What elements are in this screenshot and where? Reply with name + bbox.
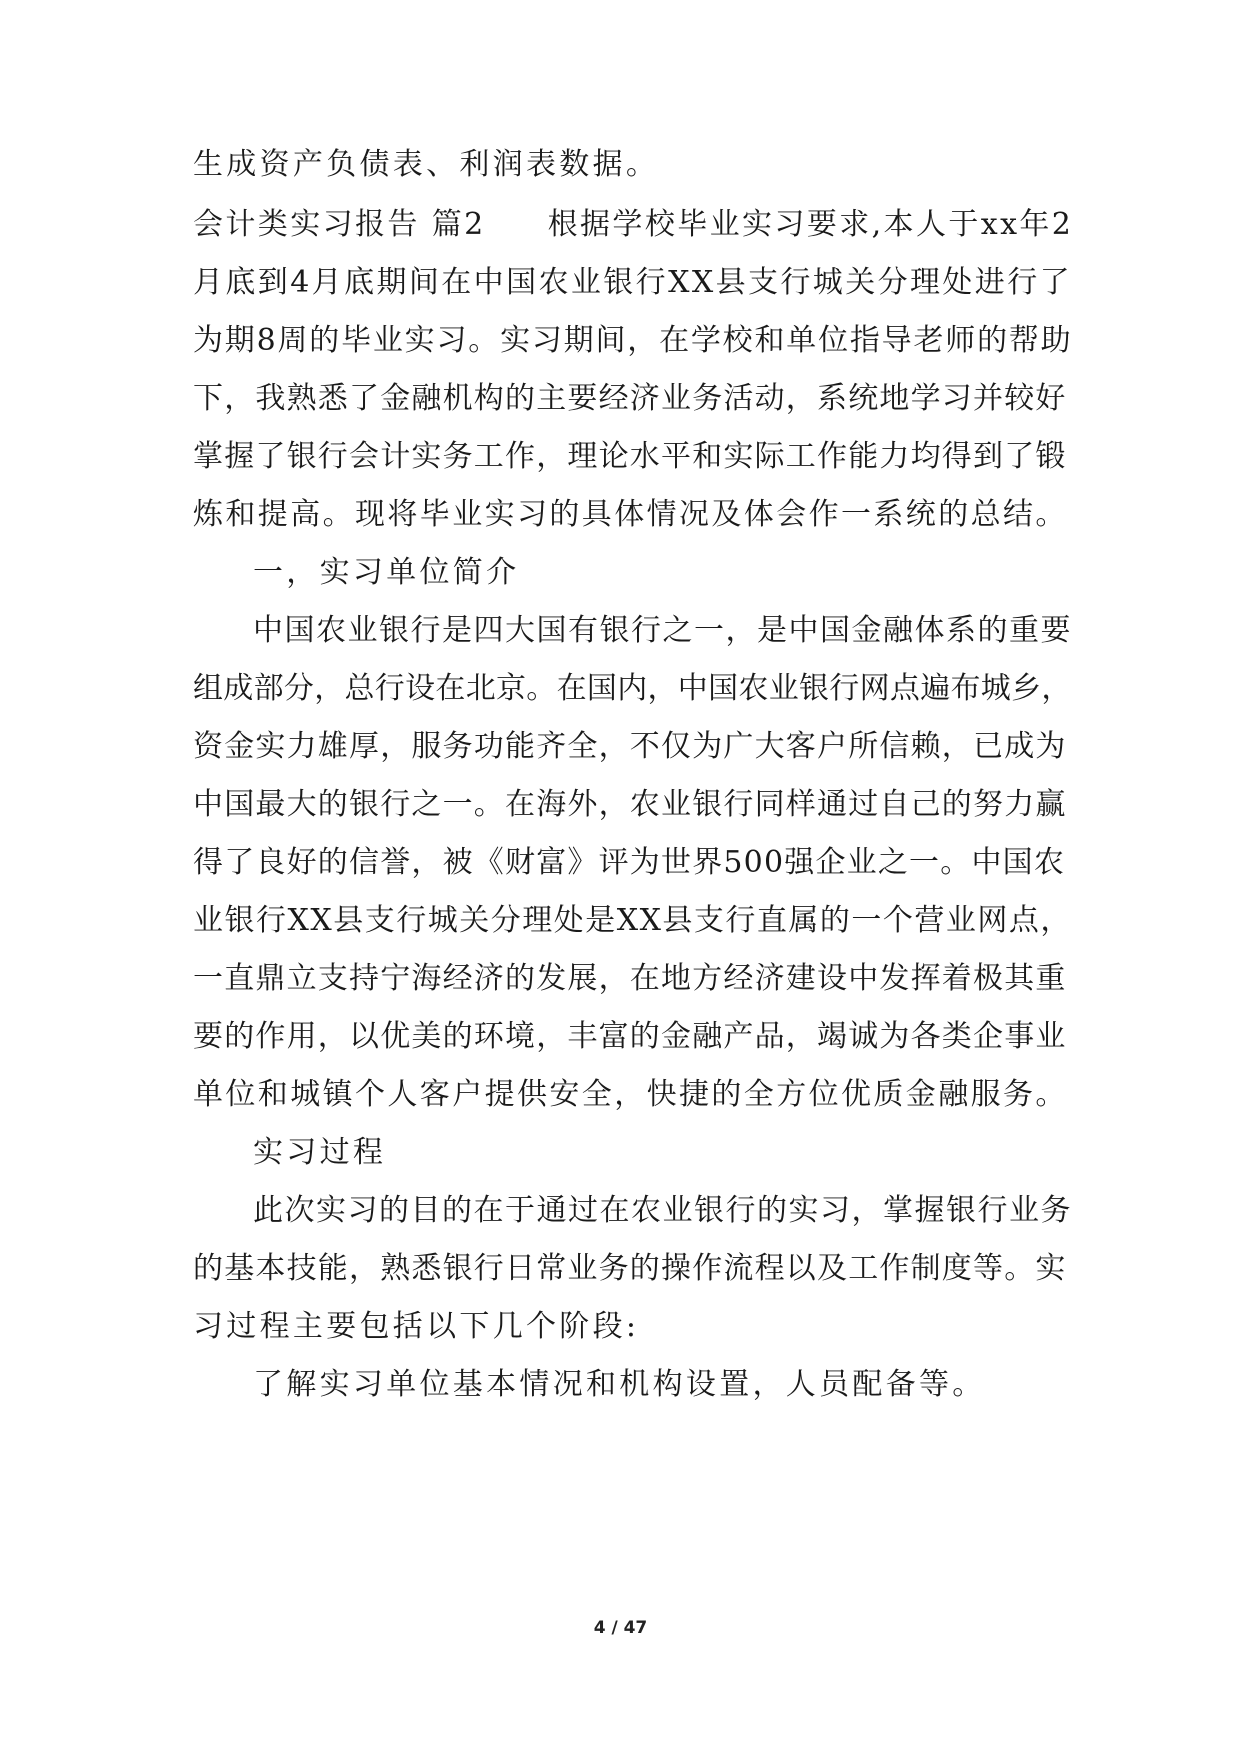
text-line: 为期8周的毕业实习。实习期间，在学校和单位指导老师的帮助: [193, 323, 1073, 358]
section-heading: 会计类实习报告 篇2: [193, 207, 486, 242]
text-line: 要的作用，以优美的环境，丰富的金融产品，竭诚为各类企事业: [193, 1019, 1067, 1054]
subheading: 实习过程: [253, 1135, 387, 1170]
section-heading-line: [193, 205, 1073, 245]
text-line: 中国最大的银行之一。在海外，农业银行同样通过自己的努力赢: [193, 787, 1067, 822]
text-line: 根据学校毕业实习要求,本人于xx年2: [547, 207, 1074, 242]
text-line: 掌握了银行会计实务工作，理论水平和实际工作能力均得到了锻: [193, 439, 1067, 474]
text-line: 炼和提高。现将毕业实习的具体情况及体会作一系统的总结。: [193, 497, 1068, 532]
text-line: 下，我熟悉了金融机构的主要经济业务活动，系统地学习并较好: [193, 381, 1067, 416]
page-number: 4 / 47: [593, 1618, 648, 1638]
text-line: 习过程主要包括以下几个阶段:: [193, 1309, 640, 1344]
text-line: 生成资产负债表、利润表数据。: [193, 147, 660, 182]
text-line: 一直鼎立支持宁海经济的发展，在地方经济建设中发挥着极其重: [193, 961, 1067, 996]
text-line: 单位和城镇个人客户提供安全，快捷的全方位优质金融服务。: [193, 1077, 1068, 1112]
text-line: 资金实力雄厚，服务功能齐全，不仅为广大客户所信赖，已成为: [193, 729, 1067, 764]
text-line: 的基本技能，熟悉银行日常业务的操作流程以及工作制度等。实: [193, 1251, 1067, 1286]
text-line: 业银行XX县支行城关分理处是XX县支行直属的一个营业网点，: [193, 903, 1072, 938]
subheading: 一，实习单位简介: [253, 555, 520, 590]
text-line: 月底到4月底期间在中国农业银行XX县支行城关分理处进行了: [193, 265, 1073, 300]
paragraph-first-line: 中国农业银行是四大国有银行之一，是中国金融体系的重要: [253, 613, 1072, 648]
paragraph-first-line: 了解实习单位基本情况和机构设置，人员配备等。: [253, 1367, 986, 1402]
paragraph-first-line: 此次实习的目的在于通过在农业银行的实习，掌握银行业务: [253, 1193, 1072, 1228]
text-line: 得了良好的信誉，被《财富》评为世界500强企业之一。中国农: [193, 845, 1066, 880]
text-line: 组成部分，总行设在北京。在国内，中国农业银行网点遍布城乡，: [193, 671, 1072, 706]
